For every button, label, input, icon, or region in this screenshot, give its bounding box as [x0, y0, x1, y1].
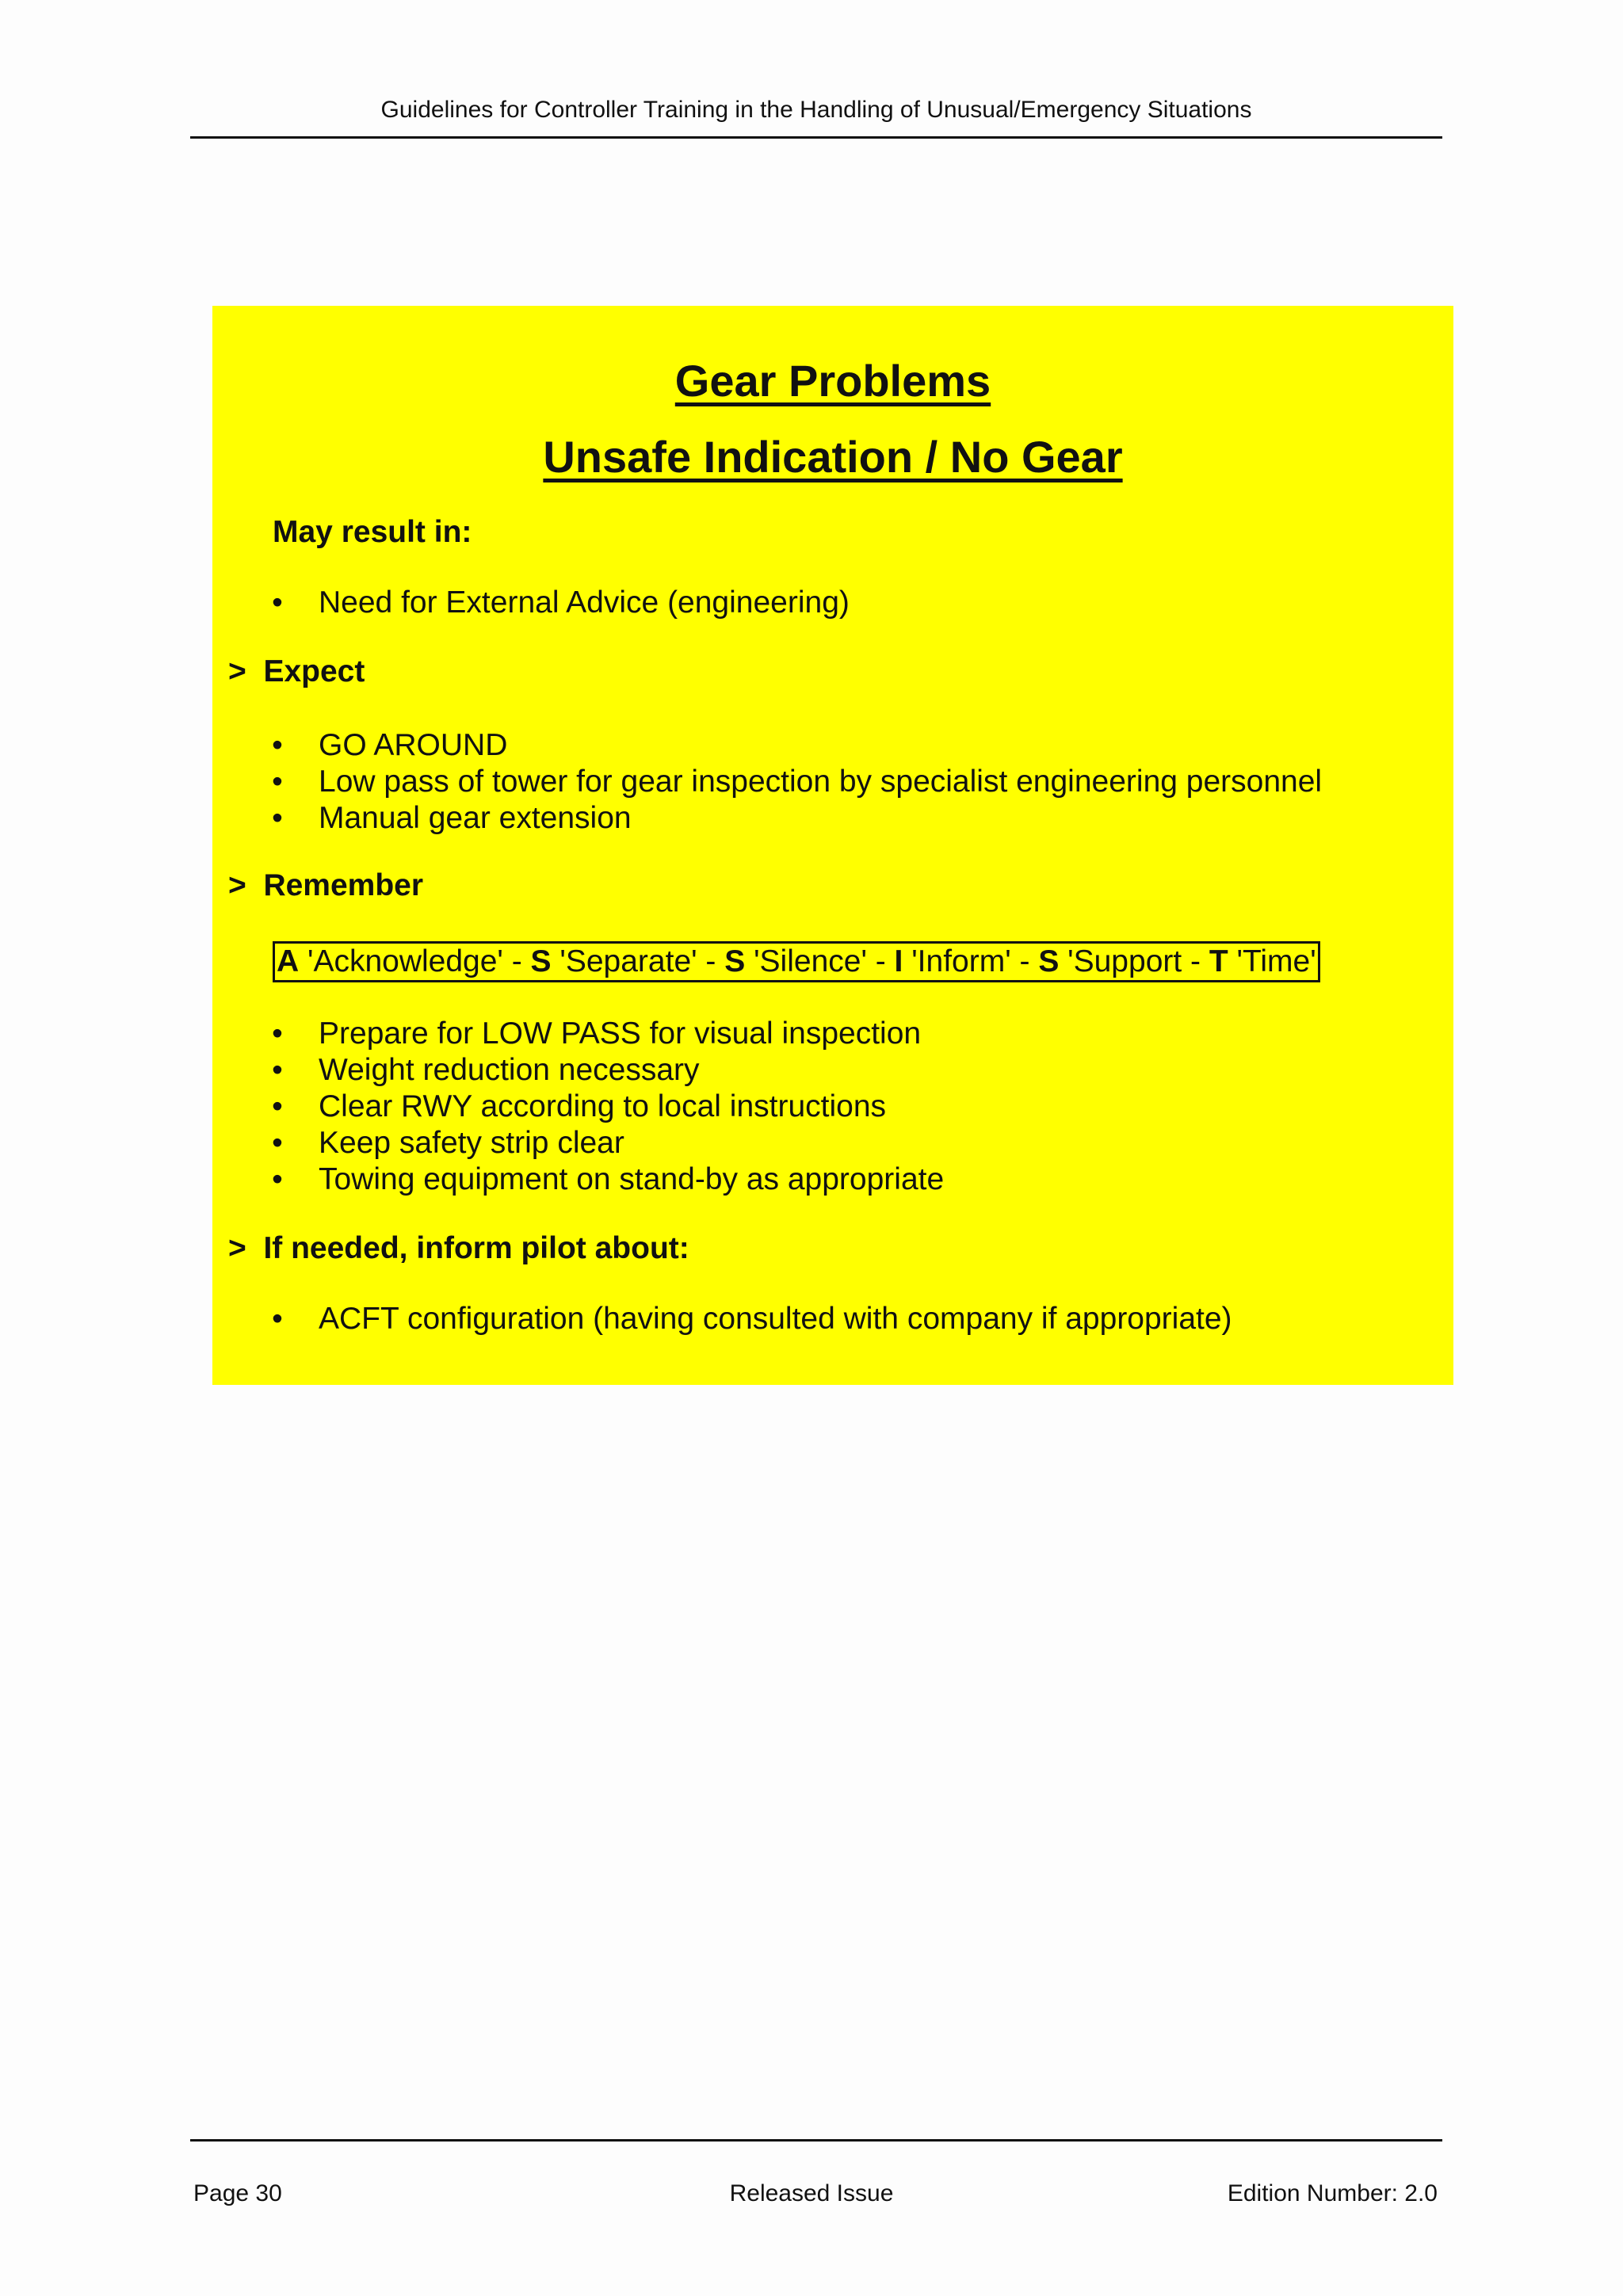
footer-status: Released Issue: [729, 2180, 894, 2206]
header-divider: [190, 136, 1442, 139]
asist-mnemonic-box: A 'Acknowledge' - S 'Separate' - S 'Silence' - I 'Inform' - S 'Support - T 'Time': [273, 941, 1320, 982]
header-title: Guidelines for Controller Training in the Handling of Unusual/Emergency Situations: [380, 97, 1252, 123]
panel-subtitle: Unsafe Indication / No Gear: [543, 432, 1123, 482]
expect-list: [269, 727, 1322, 837]
remember-heading: > Remember: [228, 868, 424, 902]
footer-page-number: Page 30: [193, 2180, 282, 2206]
bullet-icon: •: [272, 1126, 283, 1160]
list-item: • Low pass of tower for gear inspection by specialist engineering personnel: [269, 764, 1322, 800]
list-item: • Towing equipment on stand-by as appropriate: [269, 1161, 944, 1198]
panel-title: Gear Problems: [674, 356, 991, 406]
bullet-icon: •: [272, 1162, 283, 1196]
footer-edition: Edition Number: 2.0: [1227, 2180, 1438, 2206]
may-result-list: [269, 585, 850, 621]
bullet-icon: •: [272, 765, 283, 799]
bullet-icon: •: [272, 1016, 283, 1051]
list-item: • GO AROUND: [269, 727, 1322, 764]
inform-heading: > If needed, inform pilot about:: [228, 1231, 689, 1265]
expect-heading: > Expect: [228, 654, 365, 688]
list-item: • Prepare for LOW PASS for visual inspection: [269, 1016, 944, 1052]
bullet-icon: •: [272, 728, 283, 762]
footer-divider: [190, 2139, 1442, 2142]
bullet-icon: •: [272, 1089, 283, 1123]
may-result-heading: May result in:: [273, 515, 472, 549]
bullet-icon: •: [272, 585, 283, 620]
checklist-panel: [212, 306, 1453, 1385]
list-item: • Need for External Advice (engineering): [269, 585, 850, 621]
list-item: • Keep safety strip clear: [269, 1125, 944, 1161]
bullet-icon: •: [272, 1302, 283, 1336]
list-item: • Weight reduction necessary: [269, 1052, 944, 1089]
bullet-icon: •: [272, 801, 283, 835]
list-item: • ACFT configuration (having consulted with company if appropriate): [269, 1301, 1232, 1337]
remember-list: [269, 1016, 944, 1198]
list-item: • Manual gear extension: [269, 800, 1322, 837]
bullet-icon: •: [272, 1053, 283, 1087]
inform-list: [269, 1301, 1232, 1337]
list-item: • Clear RWY according to local instructions: [269, 1089, 944, 1125]
